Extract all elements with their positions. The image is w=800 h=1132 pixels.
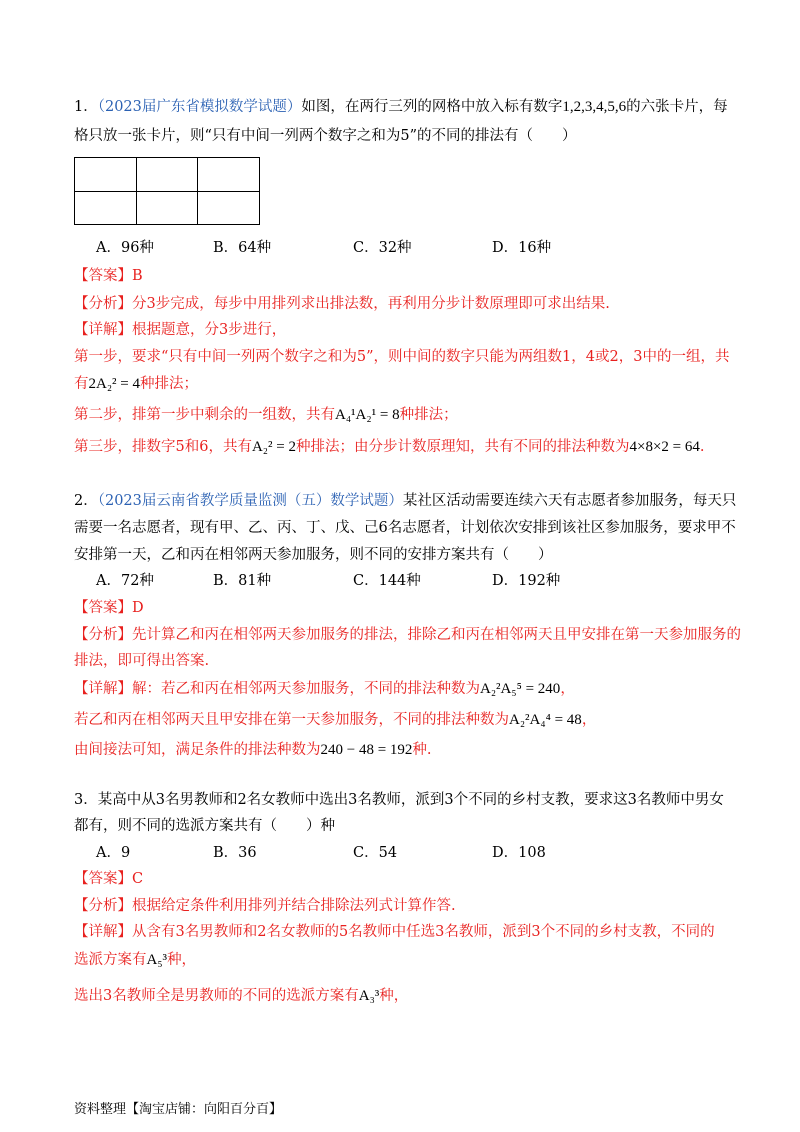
q1-step3-pre: 第三步，排数字5和6，共有 [74, 439, 252, 455]
q2-detail-line1 [74, 679, 575, 699]
q3-number: 3． [74, 792, 98, 808]
q3-detail-line1: 【详解】从含有3名男教师和2名女教师的5名教师中任选3名教师，派到3个不同的乡村支教，不同的 [74, 924, 715, 940]
q3-line3-post: 种， [379, 988, 409, 1004]
grid-cell [75, 158, 137, 192]
q3-option-a: A．9 [96, 845, 131, 861]
q1-stem-nums: 1,2,3,4,5,6 [562, 99, 627, 115]
q1-stem-line1 [74, 97, 728, 117]
q1-stem-a: 如图，在两行三列的网格中放入标有数字 [301, 99, 563, 115]
q2-analysis-line1: 【分析】先计算乙和丙在相邻两天参加服务的排法，排除乙和丙在相邻两天且甲安排在第一天参加服务的 [74, 627, 741, 643]
q3-line3-pre: 选出3名教师全是男教师的不同的选派方案有 [74, 988, 359, 1004]
q1-step1-line1: 第一步，要求“只有中间一列两个数字之和为5”，则中间的数字只能为两组数1，4或2，3中的一组，共 [74, 349, 730, 365]
q1-answer: 【答案】B [74, 268, 143, 284]
q3-answer: 【答案】C [74, 871, 144, 887]
q2-stem-line2: 需要一名志愿者，现有甲、乙、丙、丁、戊、己6名志愿者，计划依次安排到该社区参加服务，要求甲不 [74, 520, 736, 536]
q2-number: 2． [74, 493, 98, 509]
q3-option-b: B．36 [213, 845, 257, 861]
q2-detail-post: ， [560, 681, 575, 697]
q2-analysis-line2: 排法，即可得出答案. [74, 653, 210, 669]
grid-cell [198, 191, 260, 225]
q3-stem-text: 某高中从3名男教师和2名女教师中选出3名教师，派到3个不同的乡村支教，要求这3名教师中男女 [97, 792, 724, 808]
grid-cell [136, 191, 198, 225]
q1-step2-post: 种排法； [399, 407, 458, 423]
q2-answer: 【答案】D [74, 600, 144, 616]
q1-detail: 【详解】根据题意，分3步进行， [74, 322, 287, 338]
q2-stem-a: 某社区活动需要连续六天有志愿者参加服务，每天只 [402, 493, 737, 509]
q3-stem-line1 [74, 790, 724, 810]
q1-stem-line2: 格只放一张卡片，则“只有中间一列两个数字之和为5”的不同的排法有（ ） [74, 128, 577, 144]
grid-cell [75, 191, 137, 225]
q1-grid-figure [74, 157, 260, 225]
q1-step3-end: . [699, 439, 705, 455]
q2-detail-line2 [74, 710, 596, 730]
q2-line2-post: ， [581, 712, 597, 728]
q2-stem-line3: 安排第一天，乙和丙在相邻两天参加服务，则不同的安排方案共有（ ） [74, 547, 553, 563]
q3-stem-line2: 都有，则不同的选派方案共有（ ）种 [74, 818, 335, 834]
q1-option-d: D．16种 [492, 240, 552, 256]
q3-detail-line2-pre: 选派方案有 [74, 952, 147, 968]
q1-analysis: 【分析】分3步完成，每步中用排列求出排法数，再利用分步计数原理即可求出结果. [74, 296, 610, 312]
q1-step1-post: 种排法； [140, 376, 199, 392]
q2-option-c: C．144种 [353, 573, 421, 589]
q1-step1-pre: 有 [74, 376, 89, 392]
q1-step3-expr: A₂² = 2 [251, 439, 296, 455]
q3-analysis: 【分析】根据给定条件利用排列并结合排除法列式计算作答. [74, 898, 456, 914]
q3-detail-line2-post: 种， [167, 952, 197, 968]
q2-detail-expr: A₂²A₅⁵ = 240 [480, 681, 561, 697]
q2-line3-post: 种. [412, 742, 432, 758]
q1-step3 [74, 437, 704, 457]
q2-line3-pre: 由间接法可知，满足条件的排法种数为 [74, 742, 321, 758]
q3-option-d: D．108 [492, 845, 546, 861]
q2-source: （2023届云南省教学质量监测（五）数学试题） [97, 493, 403, 509]
q1-step2-pre: 第二步，排第一步中剩余的一组数，共有 [74, 407, 335, 423]
q1-source: （2023届广东省模拟数学试题） [97, 99, 302, 115]
q2-line3-expr: 240 − 48 = 192 [320, 742, 413, 758]
q2-line2-pre: 若乙和丙在相邻两天且甲安排在第一天参加服务，不同的排法种数为 [74, 712, 509, 728]
grid-cell [136, 158, 198, 192]
q1-option-a: A．96种 [96, 240, 154, 256]
q2-line2-expr: A₂²A₄⁴ = 48 [509, 712, 582, 728]
q1-step2 [74, 405, 458, 425]
q2-detail-line3 [74, 740, 432, 760]
q1-step2-expr: A₄¹A₂¹ = 8 [335, 407, 400, 423]
page-footer: 资料整理【淘宝店铺：向阳百分百】 [74, 1102, 283, 1117]
q1-option-b: B．64种 [213, 240, 272, 256]
q1-stem-b: 的六张卡片，每 [626, 99, 728, 115]
q2-option-a: A．72种 [96, 573, 154, 589]
q2-option-b: B．81种 [213, 573, 272, 589]
q3-detail-line2 [74, 950, 196, 970]
q1-step3-result: 4×8×2 = 64 [629, 439, 700, 455]
q1-step1-line2 [74, 374, 198, 394]
q1-option-c: C．32种 [353, 240, 412, 256]
q3-option-c: C．54 [353, 845, 398, 861]
q2-stem-line1 [74, 491, 736, 511]
q2-option-d: D．192种 [492, 573, 561, 589]
q1-step1-expr: 2A₂² = 4 [88, 376, 141, 392]
q1-step3-post: 种排法；由分步计数原理知，共有不同的排法种数为 [295, 439, 630, 455]
q2-detail-pre: 【详解】解：若乙和丙在相邻两天参加服务，不同的排法种数为 [74, 681, 480, 697]
grid-cell [198, 158, 260, 192]
q3-detail-line3 [74, 986, 408, 1006]
q3-line3-expr: A₃³ [358, 988, 380, 1004]
q1-number: 1． [74, 99, 98, 115]
q3-detail-line2-expr: A₅³ [146, 952, 168, 968]
